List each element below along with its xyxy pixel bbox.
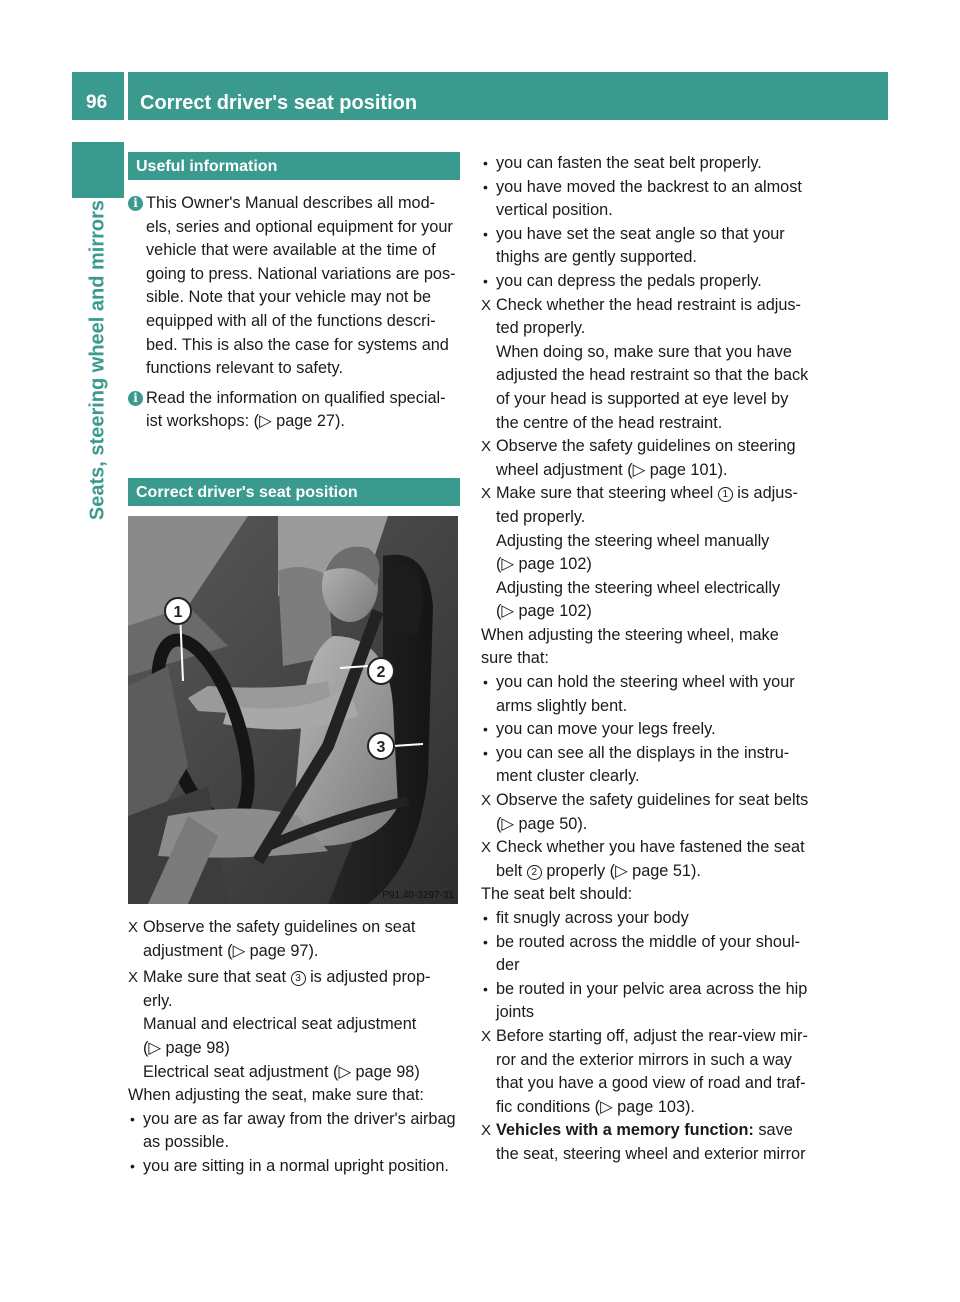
- seat-callout-3-icon: 3: [291, 971, 306, 986]
- page-link-line[interactable]: Electrical seat adjustment (▷ page 98): [143, 1062, 420, 1081]
- seat-position-heading: Correct driver's seat position: [128, 478, 460, 506]
- text-line: Observe the safety guidelines on seat: [143, 917, 416, 936]
- steering-wheel-callout-1-icon: 1: [718, 487, 733, 502]
- arrow-marker-icon: X: [481, 296, 492, 314]
- bullet-icon: •: [483, 980, 488, 997]
- text-line: thighs are gently supported.: [496, 248, 697, 267]
- arrow-marker-icon: X: [481, 1027, 492, 1045]
- callout-2-label: 2: [376, 663, 386, 681]
- bullet-icon: •: [483, 910, 488, 926]
- text-line: you can see all the displays in the instru-: [496, 743, 790, 762]
- text-line: you have set the seat angle so that your: [496, 224, 785, 243]
- text-line: This Owner's Manual describes all mod-: [146, 194, 436, 212]
- instruction-item: [128, 966, 460, 1084]
- bullet-icon: •: [483, 272, 488, 289]
- bullet-icon: •: [130, 1110, 135, 1127]
- bullet-item: [481, 931, 816, 978]
- text-line: Before starting off, adjust the rear-view mir-: [496, 1026, 808, 1045]
- arrow-marker-icon: X: [128, 918, 139, 936]
- text-line: erly.: [143, 991, 173, 1010]
- text-line: going to press. National variations are pos-: [146, 264, 456, 283]
- bullet-item: [481, 223, 816, 270]
- arrow-marker-icon: X: [481, 438, 492, 456]
- page-number: 96: [86, 92, 108, 113]
- text-line: bed. This is also the case for systems and: [146, 335, 449, 354]
- text-line: der: [496, 956, 520, 975]
- text-line: The seat belt should:: [481, 885, 633, 904]
- text-line: vehicle that were available at the time of: [146, 241, 436, 260]
- info-paragraph-2: [128, 387, 460, 434]
- bold-label: Vehicles with a memory function:: [496, 1121, 754, 1140]
- page-link-line[interactable]: ist workshops: (▷ page 27).: [146, 412, 345, 431]
- bullet-icon: •: [483, 721, 488, 738]
- callout-3-label: 3: [376, 738, 386, 756]
- chapter-side-label: Seats, steering wheel and mirrors: [86, 199, 109, 521]
- bullet-icon: •: [483, 178, 488, 195]
- bullet-icon: •: [483, 674, 488, 691]
- text-line: sible. Note that your vehicle may not be: [146, 288, 432, 307]
- text-line: Observe the safety guidelines for seat belts: [496, 791, 809, 810]
- text-line: adjusted the head restraint so that the back: [496, 366, 809, 385]
- text-line: els, series and optional equipment for your: [146, 217, 453, 236]
- page-link-line[interactable]: wheel adjustment (▷ page 101).: [496, 460, 728, 479]
- page-link-line[interactable]: (▷ page 98): [143, 1038, 230, 1057]
- text-line: be routed in your pelvic area across the hip: [496, 979, 808, 998]
- seat-illustration-svg: [128, 516, 458, 904]
- useful-info-heading: Useful information: [128, 152, 460, 180]
- left-column: [128, 152, 460, 1178]
- page-number-box: [72, 72, 124, 120]
- page-link-line[interactable]: adjustment (▷ page 97).: [143, 941, 319, 960]
- arrow-marker-icon: X: [481, 792, 492, 810]
- bullet-item: [481, 671, 816, 718]
- text-line: sure that:: [481, 649, 549, 668]
- text-line: ment cluster clearly.: [496, 767, 640, 786]
- text-line: When doing so, make sure that you have: [496, 342, 792, 361]
- header-bar: [128, 72, 888, 120]
- text-line: When adjusting the steering wheel, make: [481, 625, 779, 644]
- instruction-item: [481, 294, 816, 436]
- text-line: ted properly.: [496, 507, 586, 526]
- bullet-icon: •: [483, 933, 488, 950]
- text-line: Check whether the head restraint is adjus-: [496, 295, 801, 314]
- text-span: Make sure that steering wheel: [496, 484, 714, 503]
- instruction-item: [128, 916, 460, 963]
- bullet-item: [481, 907, 816, 931]
- bullet-icon: •: [130, 1157, 135, 1174]
- text-line: Observe the safety guidelines on steering: [496, 437, 796, 456]
- text-line: joints: [496, 1003, 535, 1022]
- text-line: you can depress the pedals properly.: [496, 271, 762, 290]
- text-line: functions relevant to safety.: [146, 359, 343, 378]
- instruction-item: [481, 1025, 816, 1119]
- instruction-item: [481, 1119, 816, 1166]
- bullet-item: [128, 1155, 460, 1179]
- text-line: Read the information on qualified special-: [146, 388, 446, 407]
- callout-1-label: 1: [173, 603, 183, 621]
- text-line: Adjusting the steering wheel manually: [496, 531, 770, 550]
- text-line: you can move your legs freely.: [496, 720, 716, 739]
- page-link-span[interactable]: properly (▷ page 51).: [546, 861, 701, 880]
- text-line: [496, 860, 816, 884]
- text-line: be routed across the middle of your shoul-: [496, 932, 801, 951]
- arrow-marker-icon: X: [481, 839, 492, 857]
- bullet-item: [481, 742, 816, 789]
- text-line: ror and the exterior mirrors in such a way: [496, 1050, 792, 1069]
- text-line: that you have a good view of road and traf-: [496, 1074, 806, 1093]
- seat-belt-callout-2-icon: 2: [527, 865, 542, 880]
- text-line: of your head is supported at eye level by: [496, 389, 789, 408]
- steering-intro: [481, 624, 816, 671]
- bullet-item: [481, 152, 816, 176]
- arrow-marker-icon: X: [128, 969, 139, 987]
- side-tab-block: [72, 142, 124, 198]
- text-line: you can hold the steering wheel with your: [496, 673, 795, 692]
- text-line: the seat, steering wheel and exterior mirror: [496, 1144, 806, 1163]
- text-line: ted properly.: [496, 319, 586, 338]
- text-line: you are sitting in a normal upright position.: [143, 1156, 449, 1175]
- instruction-item: [481, 789, 816, 836]
- text-span: belt: [496, 861, 523, 880]
- bullet-icon: •: [483, 744, 488, 761]
- driver-seat-illustration: [128, 516, 458, 904]
- text-line: [496, 482, 816, 506]
- instruction-item: [481, 482, 816, 624]
- instruction-item: [481, 836, 816, 883]
- text-line: vertical position.: [496, 201, 613, 220]
- bullet-item: [128, 1108, 460, 1155]
- bullet-item: [481, 176, 816, 223]
- text-line: you have moved the backrest to an almost: [496, 177, 802, 196]
- text-line: Adjusting the steering wheel electrically: [496, 578, 781, 597]
- text-line: When adjusting the seat, make sure that:: [128, 1086, 424, 1105]
- bullet-item: [481, 718, 816, 742]
- text-line: Manual and electrical seat adjustment: [143, 1015, 417, 1034]
- instruction-item: [481, 435, 816, 482]
- bullet-icon: •: [483, 225, 488, 242]
- bullet-item: [481, 270, 816, 294]
- info-paragraph-1: [128, 192, 460, 381]
- text-line: equipped with all of the functions descri-: [146, 311, 436, 330]
- bullet-item: [481, 978, 816, 1025]
- text-line: [143, 966, 460, 990]
- text-line: as possible.: [143, 1133, 229, 1152]
- figure-code: P91.40-3297-31: [382, 889, 454, 901]
- page-link-line[interactable]: (▷ page 102): [496, 602, 592, 621]
- page-title: Correct driver's seat position: [140, 92, 418, 114]
- text-line: you can fasten the seat belt properly.: [496, 154, 762, 172]
- text-line: fit snugly across your body: [496, 909, 689, 927]
- text-span: is adjus-: [737, 484, 798, 503]
- text-line: the centre of the head restraint.: [496, 413, 723, 432]
- info-icon: i: [128, 391, 143, 406]
- bullet-icon: •: [483, 155, 488, 171]
- arrow-marker-icon: X: [481, 485, 492, 503]
- right-column: [481, 152, 816, 1167]
- text-span: save: [753, 1121, 793, 1140]
- page-link-line[interactable]: fic conditions (▷ page 103).: [496, 1097, 695, 1116]
- text-line: [496, 1119, 816, 1143]
- text-line: you are as far away from the driver's airbag: [143, 1109, 456, 1128]
- info-icon: i: [128, 196, 143, 211]
- text-line: arms slightly bent.: [496, 696, 628, 715]
- text-line: Check whether you have fastened the seat: [496, 838, 805, 857]
- text-span: Make sure that seat: [143, 968, 286, 987]
- page-link-line[interactable]: (▷ page 50).: [496, 814, 588, 833]
- arrow-marker-icon: X: [481, 1122, 492, 1140]
- page-link-line[interactable]: (▷ page 102): [496, 555, 592, 574]
- text-span: is adjusted prop-: [310, 968, 431, 987]
